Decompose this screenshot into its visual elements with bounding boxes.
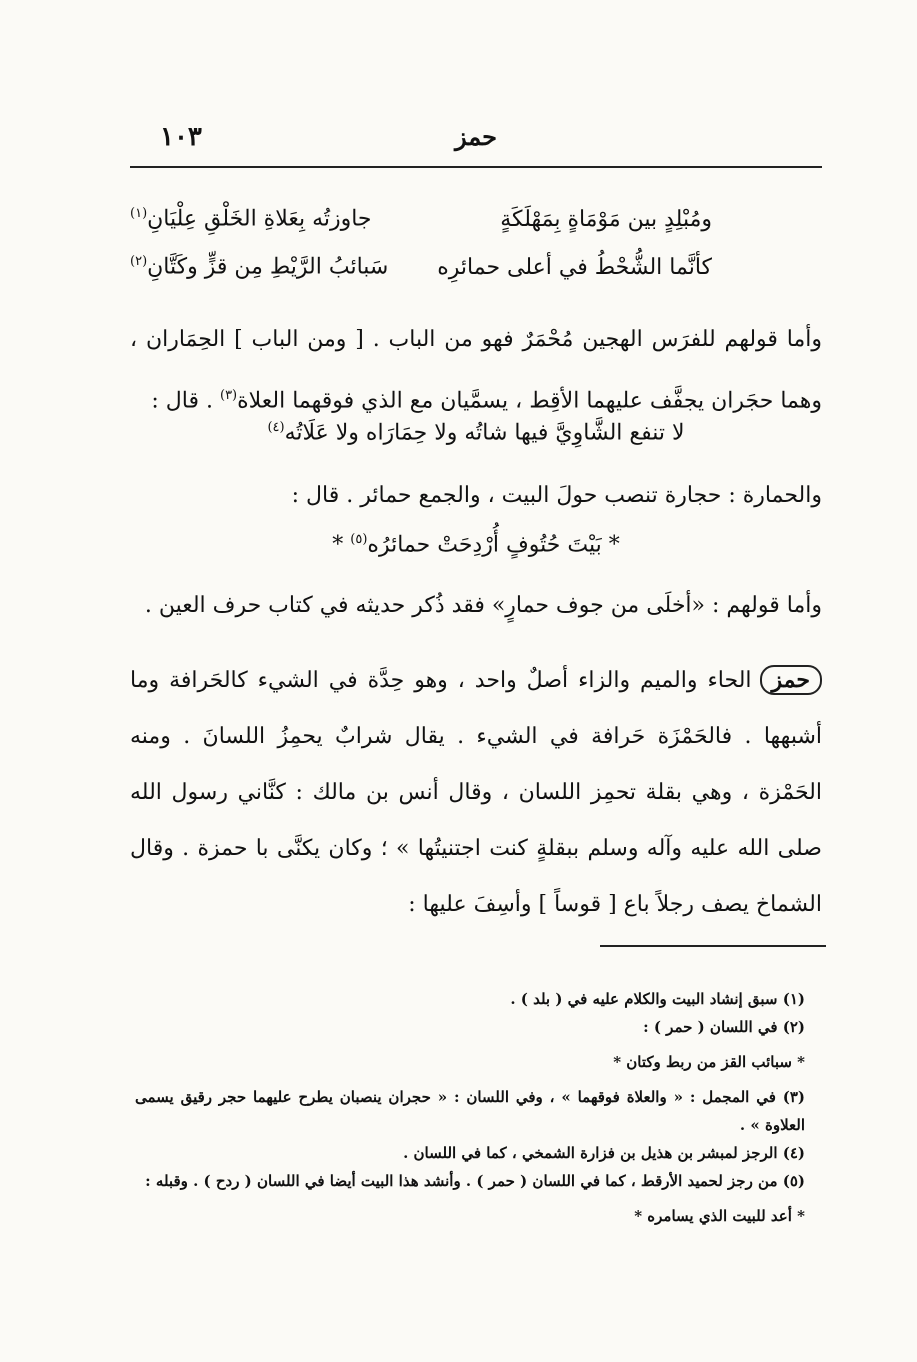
paragraph-himaran	[130, 312, 822, 429]
footnote-3: (٣) في المجمل : « والعلاة فوقهما » ، وفي اللسان : « حجران ينصبان يطرح عليهما حجر رقيق يسمى العلاوة » .	[135, 1088, 805, 1134]
verse-block	[130, 195, 822, 291]
running-head-word: حمز	[455, 122, 497, 151]
verse-2-text: سَبائبُ الرَّيْطِ مِن قزٍّ وكَتَّانِ	[147, 254, 389, 280]
page-header	[130, 118, 822, 168]
footnote-5: (٥) من رجز لحميد الأرقط ، كما في اللسان ( حمر ) . وأنشد هذا البيت أيضا في اللسان ( ردح ) . وقبله :	[145, 1172, 805, 1190]
verse-line-4	[130, 532, 822, 557]
footnote-2-verse: * سبائب القز من ربط وكتان *	[613, 1053, 805, 1071]
verse-3-text: لا تنفع الشَّاوِيَّ فيها شاتُه ولا حِمَارَاه ولا عَلَاتُه	[284, 420, 685, 446]
verse-4-text: * بَيْتَ حُتُوفٍ أُرْدِحَتْ حمائرُه	[367, 532, 620, 558]
entry-hamz-text: الحاء والميم والزاء أصلٌ واحد ، وهو حِدَّة في الشيء كالحَرافة وما أشبهها . فالحَمْزَة حَرافة في الشيء . يقال شرابٌ يحمِزُ اللسانَ . ومنه الحَمْزة ، وهي بقلة تحمِز اللسان ، وقال أنس بن مالك : كنَّاني رسول الله صلى الله عليه وآله وسلم ببقلةٍ كنت اجتنيتُها » ؛ وكان يكنَّى با حمزة . وقال الشماخ يصف رجلاً باع [ قوساً ] وأسِفَ عليها :	[130, 668, 822, 917]
verse-line-2	[130, 243, 822, 291]
paragraph-himaran-end: . قال :	[151, 388, 220, 414]
footnote-mark-3: (٣)	[219, 388, 238, 403]
footnote-mark-2: (٢)	[130, 254, 148, 270]
paragraph-himara-text: والحمارة : حجارة تنصب حولَ البيت ، والجمع حمائر . قال :	[291, 483, 822, 508]
page-number: ١٠٣	[160, 122, 202, 152]
footnotes	[135, 985, 805, 1237]
footnote-2: (٢) في اللسان ( حمر ) :	[643, 1018, 805, 1036]
footnote-1: (١) سبق إنشاد البيت والكلام عليه في ( بلد ) .	[510, 990, 805, 1008]
verse-1-text: جاوزتُه بِعَلاةِ الخَلْقِ عِلْيَانِ	[147, 206, 372, 232]
verse-2-first-hemistich: كأنَّما الشُّحْطُ في أعلى حمائرِه	[437, 254, 712, 280]
footnote-divider	[600, 945, 826, 947]
verse-line-3	[130, 420, 822, 445]
verse-1-first-hemistich: ومُبْلِدٍ بين مَوْمَاةٍ بِمَهْلَكَةٍ	[500, 206, 712, 232]
verse-line-1	[130, 195, 822, 243]
footnote-mark-1: (١)	[130, 206, 148, 222]
entry-headword: حمز	[760, 665, 822, 695]
entry-hamz	[130, 652, 822, 933]
paragraph-proverb-text: وأما قولهم : «أخلَى من جوف حمارٍ» فقد ذُكر حديثه في كتاب حرف العين .	[144, 593, 822, 618]
footnote-5-verse: * أعد للبيت الذي يسامره *	[634, 1207, 805, 1225]
footnote-4: (٤) الرجز لمبشر بن هذيل بن فزارة الشمخي ، كما في اللسان .	[403, 1144, 805, 1162]
paragraph-himaran-text: وأما قولهم للفرَس الهجين مُحْمَرٌ فهو من الباب . [ ومن الباب ] الحِمَاران ، وهما حجَران يجفَّف عليهما الأقِط ، يسمَّيان مع الذي فوقهما العلاة	[130, 327, 822, 414]
paragraph-proverb	[130, 578, 822, 634]
verse-1-second-hemistich	[130, 206, 372, 231]
footnote-mark-4: (٤)	[267, 420, 285, 435]
verse-4-end: *	[332, 532, 351, 558]
paragraph-himara	[130, 468, 822, 524]
verse-2-second-hemistich	[130, 254, 388, 279]
footnote-mark-5: (٥)	[350, 532, 368, 547]
